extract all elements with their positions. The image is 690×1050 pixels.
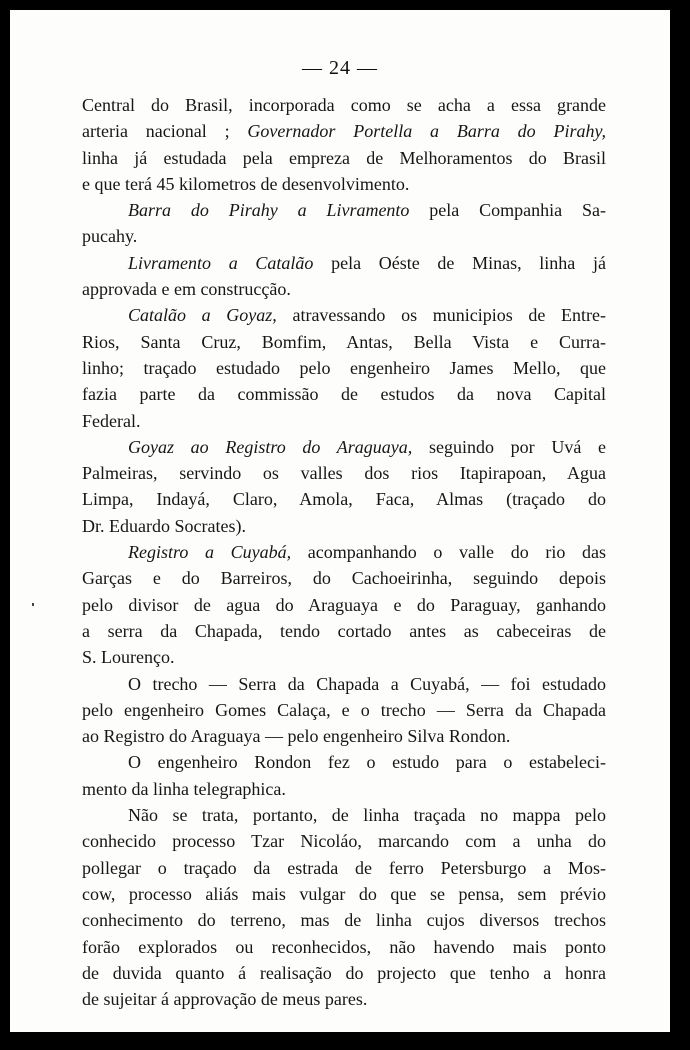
text-segment: pollegar o traçado da estrada de ferro Petersburgo a Mos-	[82, 857, 606, 878]
text-segment: pelo engenheiro Gomes Calaça, e o trecho — Serra da Chapada	[82, 699, 606, 720]
text-line	[82, 197, 606, 223]
paragraph	[82, 197, 606, 250]
text-line	[82, 749, 606, 775]
text-line	[82, 644, 606, 670]
paragraph	[82, 302, 606, 433]
text-line	[82, 408, 606, 434]
page-number: — 24 —	[302, 57, 378, 79]
text-line	[82, 171, 606, 197]
text-segment: acompanhando o valle do rio das	[291, 542, 606, 563]
text-segment: linha já estudada pela empreza de Melhoramentos do Brasil	[82, 147, 606, 168]
text-segment: Rios, Santa Cruz, Bomfim, Antas, Bella Vista e Curra-	[82, 331, 606, 352]
text-line	[82, 671, 606, 697]
text-segment: forão explorados ou reconhecidos, não havendo mais ponto	[82, 936, 606, 957]
paragraph	[82, 434, 606, 539]
text-line	[82, 723, 606, 749]
text-segment: linho; traçado estudado pelo engenheiro James Mello, que	[82, 357, 606, 378]
text-line	[82, 592, 606, 618]
text-segment: O engenheiro Rondon fez o estudo para o estabeleci-	[128, 752, 606, 773]
paragraph	[82, 671, 606, 750]
text-segment: Não se trata, portanto, de linha traçada no mappa pelo	[128, 805, 606, 826]
text-segment: cow, processo aliás mais vulgar do que se pensa, sem prévio	[82, 883, 606, 904]
text-line	[82, 565, 606, 591]
italic-segment: Governador Portella a Barra do Pirahy,	[247, 121, 606, 142]
text-line	[82, 618, 606, 644]
text-line	[82, 329, 606, 355]
text-line	[82, 460, 606, 486]
text-segment: arteria nacional ;	[82, 121, 248, 142]
text-segment: Palmeiras, servindo os valles dos rios Itapirapoan, Agua	[82, 463, 606, 484]
text-line	[82, 434, 606, 460]
paragraph	[82, 749, 606, 802]
text-segment: pucahy.	[82, 226, 138, 247]
text-segment: O trecho — Serra da Chapada a Cuyabá, — foi estudado	[128, 673, 606, 694]
italic-segment: Catalão a Goyaz,	[128, 305, 277, 326]
text-line	[82, 881, 606, 907]
body-text	[82, 92, 606, 1012]
text-line	[82, 802, 606, 828]
italic-segment: Livramento a Catalão	[128, 252, 314, 273]
text-segment: conhecimento do terreno, mas de linha cujos diversos trechos	[82, 910, 606, 931]
italic-segment: Registro a Cuyabá,	[128, 542, 292, 563]
text-segment: de duvida quanto á realisação do projecto que tenho a honra	[82, 962, 606, 983]
text-segment: ao Registro do Araguaya — pelo engenheiro Silva Rondon.	[82, 726, 511, 747]
text-segment: pelo divisor de agua do Araguaya e do Paraguay, ganhando	[82, 594, 606, 615]
text-line	[82, 986, 606, 1012]
text-line	[82, 302, 606, 328]
text-line	[82, 92, 606, 118]
text-segment: fazia parte da commissão de estudos da nova Capital	[82, 384, 606, 405]
italic-segment: Goyaz ao Registro do Araguaya,	[128, 436, 413, 457]
text-segment: mento da linha telegraphica.	[82, 778, 286, 799]
text-line	[82, 539, 606, 565]
book-page	[10, 10, 670, 1032]
text-line	[82, 828, 606, 854]
text-segment: Limpa, Indayá, Claro, Amola, Faca, Almas (traçado do	[82, 489, 606, 510]
text-line	[82, 145, 606, 171]
margin-speck	[32, 603, 34, 606]
text-segment: atravessando os municipios de Entre-	[276, 305, 606, 326]
text-line	[82, 907, 606, 933]
text-segment: conhecido processo Tzar Nicoláo, marcando com a unha do	[82, 831, 606, 852]
text-segment: approvada e em construcção.	[82, 279, 291, 300]
text-line	[82, 513, 606, 539]
text-segment: pela Oéste de Minas, linha já	[313, 252, 606, 273]
italic-segment: Barra do Pirahy a Livramento	[128, 200, 410, 221]
text-segment: Federal.	[82, 410, 141, 431]
text-line	[82, 381, 606, 407]
paragraph	[82, 539, 606, 670]
text-line	[82, 250, 606, 276]
text-segment: de sujeitar á approvação de meus pares.	[82, 989, 368, 1010]
text-segment: e que terá 45 kilometros de desenvolvimento.	[82, 173, 410, 194]
text-line	[82, 276, 606, 302]
text-segment: Dr. Eduardo Socrates).	[82, 515, 246, 536]
text-segment: pela Companhia Sa-	[409, 200, 606, 221]
paragraph	[82, 250, 606, 303]
text-segment: S. Lourenço.	[82, 647, 175, 668]
paragraph	[82, 802, 606, 1012]
text-line	[82, 776, 606, 802]
text-line	[82, 697, 606, 723]
text-line	[82, 223, 606, 249]
text-line	[82, 960, 606, 986]
text-line	[82, 486, 606, 512]
text-segment: a serra da Chapada, tendo cortado antes as cabeceiras de	[82, 620, 606, 641]
text-segment: seguindo por Uvá e	[412, 436, 606, 457]
text-segment: Garças e do Barreiros, do Cachoeirinha, seguindo depois	[82, 568, 606, 589]
text-line	[82, 355, 606, 381]
paragraph	[82, 92, 606, 197]
text-line	[82, 855, 606, 881]
text-line	[82, 934, 606, 960]
text-line	[82, 118, 606, 144]
text-segment: Central do Brasil, incorporada como se acha a essa grande	[82, 95, 606, 115]
